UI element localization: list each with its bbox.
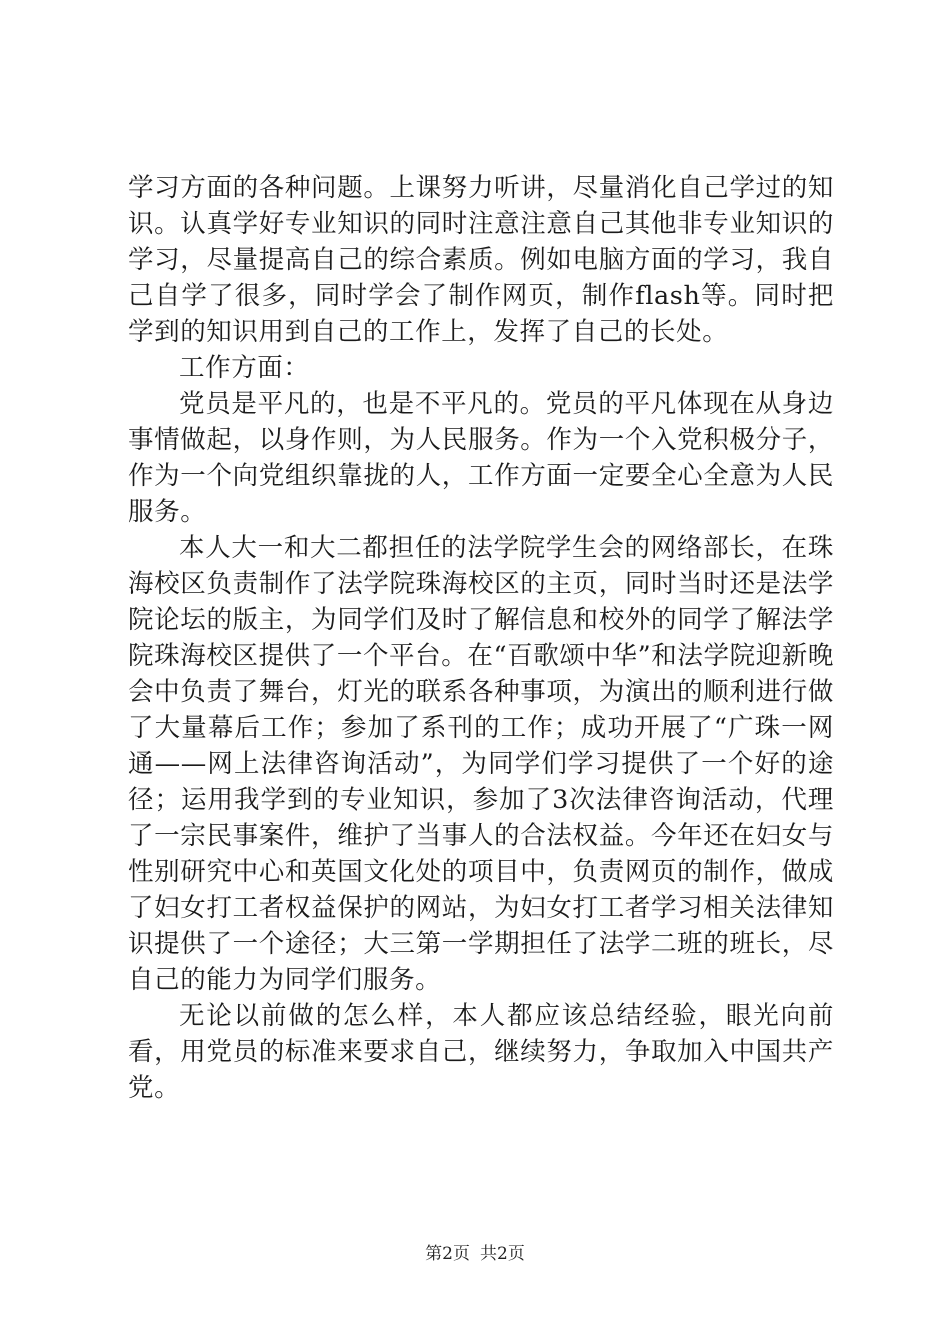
- page-footer: [0, 1242, 950, 1266]
- paragraph-experience: 本人大一和大二都担任的法学院学生会的网络部长，在珠海校区负责制作了法学院珠海校区的主页，同时当时还是法学院论坛的版主，为同学们及时了解信息和校外的同学了解法学院珠海校区提供了一个平台。在“百歌颂中华”和法学院迎新晚会中负责了舞台，灯光的联系各种事项，为演出的顺利进行做了大量幕后工作；参加了系刊的工作；成功开展了“广珠一网通——网上法律咨询活动”，为同学们学习提供了一个好的途径；运用我学到的专业知识，参加了3次法律咨询活动，代理了一宗民事案件，维护了当事人的合法权益。今年还在妇女与性别研究中心和英国文化处的项目中，负责网页的制作，做成了妇女打工者权益保护的网站，为妇女打工者学习相关法律知识提供了一个途径；大三第一学期担任了法学二班的班长，尽自己的能力为同学们服务。: [128, 533, 834, 995]
- paragraph-conclusion: 无论以前做的怎么样，本人都应该总结经验，眼光向前看，用党员的标准来要求自己，继续努力，争取加入中国共产党。: [128, 1001, 834, 1103]
- paragraph-party-member: 党员是平凡的，也是不平凡的。党员的平凡体现在从身边事情做起，以身作则，为人民服务。作为一个入党积极分子，作为一个向党组织靠拢的人，工作方面一定要全心全意为人民服务。: [128, 389, 834, 527]
- paragraph-study-continued: 学习方面的各种问题。上课努力听讲，尽量消化自己学过的知识。认真学好专业知识的同时注意注意自己其他非专业知识的学习，尽量提高自己的综合素质。例如电脑方面的学习，我自己自学了很多，同时学会了制作网页，制作flash等。同时把学到的知识用到自己的工作上，发挥了自己的长处。: [128, 173, 834, 347]
- section-heading-work: 工作方面：: [179, 353, 310, 383]
- page-number: 第2页: [425, 1244, 470, 1264]
- page-total: 共2页: [480, 1244, 525, 1264]
- document-body: [128, 170, 834, 1106]
